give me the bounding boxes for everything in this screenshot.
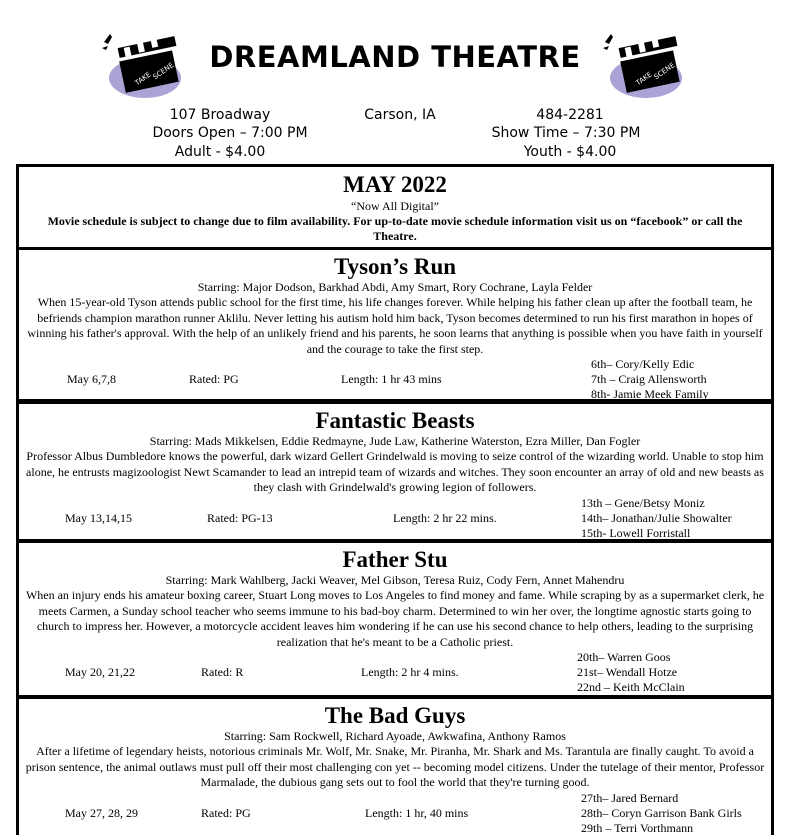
sponsor-item: 22nd – Keith McClain [577, 680, 685, 694]
movie-rating: Rated: PG [201, 805, 251, 820]
city: Carson, IA [364, 107, 436, 123]
theatre-title: DREAMLAND THEATRE [209, 40, 581, 74]
sponsor-item: 21st– Wendall Hotze [577, 665, 678, 679]
sponsor-item: 14th– Jonathan/Julie Showalter [581, 510, 732, 525]
svg-text:SCENE: SCENE [652, 61, 677, 82]
sponsor-item: 8th- Jamie Meek Family [591, 387, 709, 401]
sponsor-list [581, 496, 732, 541]
movie-dates: May 6,7,8 [67, 372, 116, 386]
movie-title: Fantastic Beasts [315, 408, 475, 433]
svg-text:SCENE: SCENE [151, 61, 176, 82]
phone: 484-2281 [536, 107, 604, 123]
movie-dates: May 13,14,15 [65, 510, 132, 525]
theatre-header [0, 0, 811, 165]
svg-text:TAKE: TAKE [634, 70, 654, 88]
movie-rating: Rated: PG-13 [207, 510, 273, 525]
movie-cast: Starring: Mark Wahlberg, Jacki Weaver, Mel Gibson, Teresa Ruiz, Cody Fern, Annet Mahendru [165, 573, 625, 587]
movie-details [19, 357, 771, 401]
movie-synopsis: Professor Albus Dumbledore knows the powerful, dark wizard Gellert Grindelwald is moving to seize control of the wizarding world. Unable to stop him alone, he entrusts magizoologist Newt Scamander to lead an intrepid team of wizards and witches. They soon encounter an array of old and new beasts as they clash with Grindelwald's growing legion of followers. [26, 449, 764, 494]
movie-synopsis: When an injury ends his amateur boxing career, Stuart Long moves to Los Angeles to find money and fame. While scraping by as a supermarket clerk, he meets Carmen, a Sunday school teacher who seems immune to his bad-boy charm. Determined to win her over, the longtime agnostic starts going to church to impress her. However, a motorcycle accident leaves him wondering if he can use his second chance to help others, leading to the surprising realization that he's meant to be a Catholic priest. [25, 588, 765, 649]
sponsor-list [577, 650, 685, 695]
clapboard-icon [100, 28, 190, 100]
sponsor-item: 20th– Warren Goos [577, 650, 671, 664]
sponsor-list [591, 357, 709, 402]
sponsor-item: 27th– Jared Bernard [581, 790, 679, 805]
movie-length: Length: 2 hr 4 mins. [361, 665, 459, 679]
movie-listing [16, 401, 774, 542]
movie-title: Father Stu [342, 547, 448, 572]
sponsor-item: 15th- Lowell Forristall [581, 525, 691, 540]
schedule-notice [16, 164, 774, 250]
sponsor-item: 7th – Craig Allensworth [591, 372, 707, 386]
movie-dates: May 27, 28, 29 [65, 805, 138, 820]
movie-rating: Rated: PG [189, 372, 239, 386]
sponsor-list [581, 791, 742, 836]
movie-details [19, 791, 771, 835]
svg-text:TAKE: TAKE [133, 70, 153, 88]
sponsor-item: 6th– Cory/Kelly Edic [591, 357, 695, 371]
doors-open: Doors Open – 7:00 PM [152, 125, 308, 141]
movie-synopsis: After a lifetime of legendary heists, notorious criminals Mr. Wolf, Mr. Snake, Mr. Piranha, Mr. Shark and Ms. Tarantula are finally caught. To avoid a prison sentence, the animal outlaws must pull off their most challenging con yet -- becoming model citizens. Under the tutelage of their mentor, Professor Marmalade, the dubious gang sets out to fool the world that they're turning good. [25, 744, 765, 789]
address: 107 Broadway [169, 107, 271, 123]
adult-price: Adult - $4.00 [174, 144, 266, 160]
youth-price: Youth - $4.00 [523, 144, 617, 160]
digital-subtitle: “Now All Digital” [351, 199, 439, 213]
movie-length: Length: 1 hr, 40 mins [365, 805, 469, 820]
month-heading: MAY 2022 [343, 172, 447, 197]
movie-rating: Rated: R [201, 665, 244, 679]
schedule-disclaimer: Movie schedule is subject to change due to film availability. For up-to-date movie schedule information visit us on “facebook” or call the Theatre. [47, 214, 743, 243]
movie-cast: Starring: Sam Rockwell, Richard Ayoade, Awkwafina, Anthony Ramos [224, 729, 566, 743]
movie-cast: Starring: Major Dodson, Barkhad Abdi, Amy Smart, Rory Cochrane, Layla Felder [197, 280, 593, 294]
movie-listing [16, 540, 774, 698]
movie-title: Tyson’s Run [333, 254, 457, 279]
movie-listing [16, 696, 774, 835]
movie-details [19, 650, 771, 694]
movie-cast: Starring: Mads Mikkelsen, Eddie Redmayne, Jude Law, Katherine Waterston, Ezra Miller, Dan Fogler [149, 434, 641, 448]
movie-dates: May 20, 21,22 [65, 665, 135, 679]
movie-synopsis: When 15-year-old Tyson attends public school for the first time, his life changes forever. While helping his father clean up after the football team, he befriends champion marathon runner Aklilu. Never letting his autism hold him back, Tyson becomes determined to run his first marathon in hopes of winning his father's approval. With the help of an unlikely friend and his parents, he soon learns that anything is possible when you have faith in yourself and the courage to take the first step. [27, 295, 763, 356]
movie-listing [16, 247, 774, 402]
sponsor-item: 28th– Coryn Garrison Bank Girls [581, 805, 742, 820]
movie-length: Length: 2 hr 22 mins. [393, 510, 497, 525]
sponsor-item: 13th – Gene/Betsy Moniz [581, 495, 705, 510]
movie-title: The Bad Guys [324, 703, 466, 728]
movie-length: Length: 1 hr 43 mins [341, 372, 442, 386]
sponsor-item: 29th – Terri Vorthmann [581, 820, 694, 835]
movie-details [19, 496, 771, 540]
show-time: Show Time – 7:30 PM [491, 125, 641, 141]
clapboard-icon [601, 28, 691, 100]
